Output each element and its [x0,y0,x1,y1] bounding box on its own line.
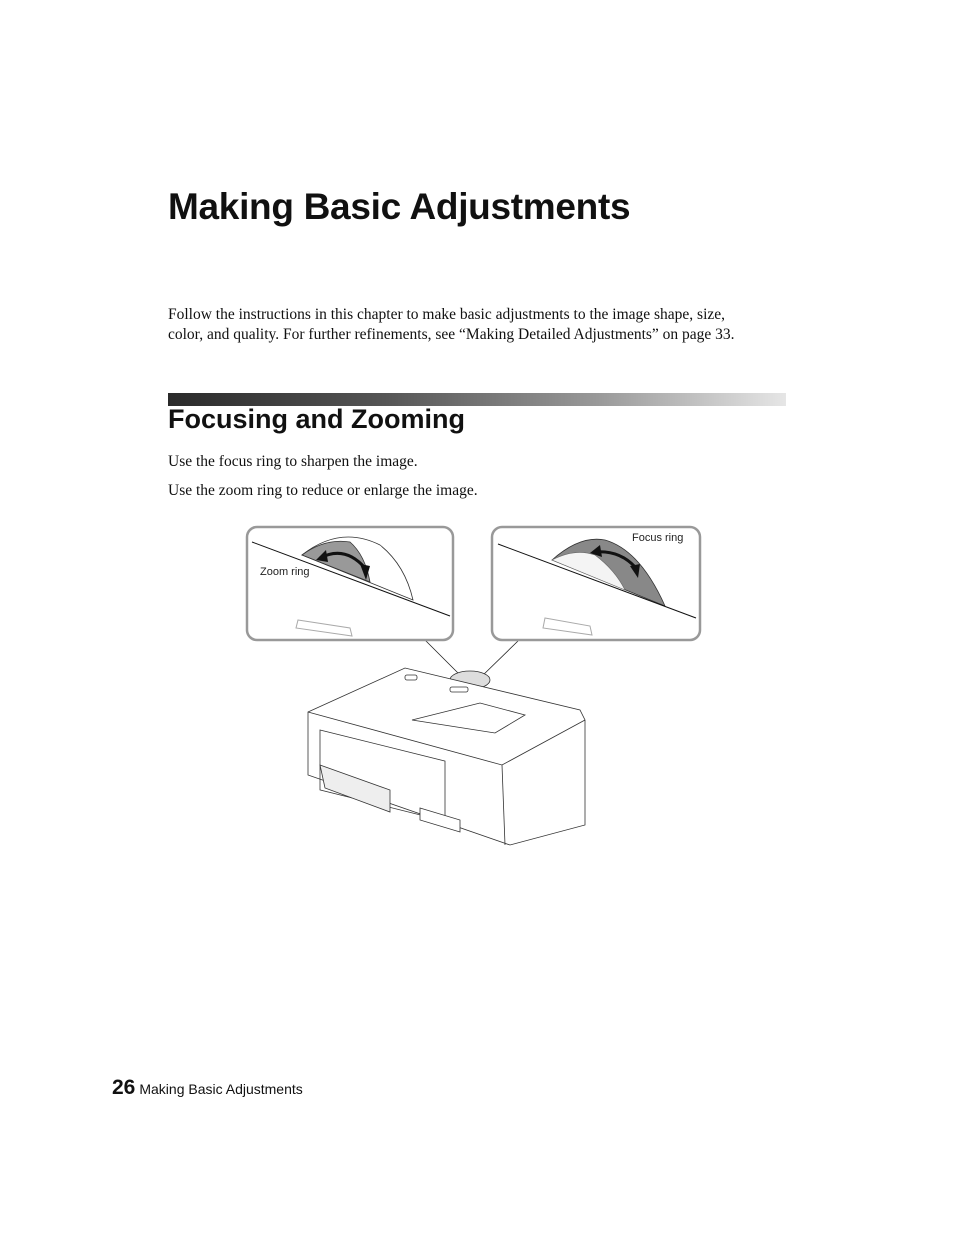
zoom-ring-label: Zoom ring [260,566,310,578]
projector-illustration [240,520,710,880]
page-footer [112,1076,303,1100]
page-title: Making Basic Adjustments [168,186,631,227]
intro-line-1: Follow the instructions in this chapter to make basic adjustments to the image shape, size, [168,306,726,323]
intro-line-2: color, and quality. For further refinements, see “Making Detailed Adjustments” on page 33. [168,326,735,343]
section-paragraph-focus: Use the focus ring to sharpen the image. [168,453,418,470]
section-heading: Focusing and Zooming [168,404,465,434]
focus-ring-label: Focus ring [632,532,684,544]
projector-body [308,668,585,845]
page-number: 26 [112,1076,136,1099]
footer-chapter-title: Making Basic Adjustments [139,1081,303,1097]
section-paragraph-zoom: Use the zoom ring to reduce or enlarge the image. [168,482,478,499]
zoom-ring-inset [247,527,453,640]
focus-ring-inset [492,527,700,640]
